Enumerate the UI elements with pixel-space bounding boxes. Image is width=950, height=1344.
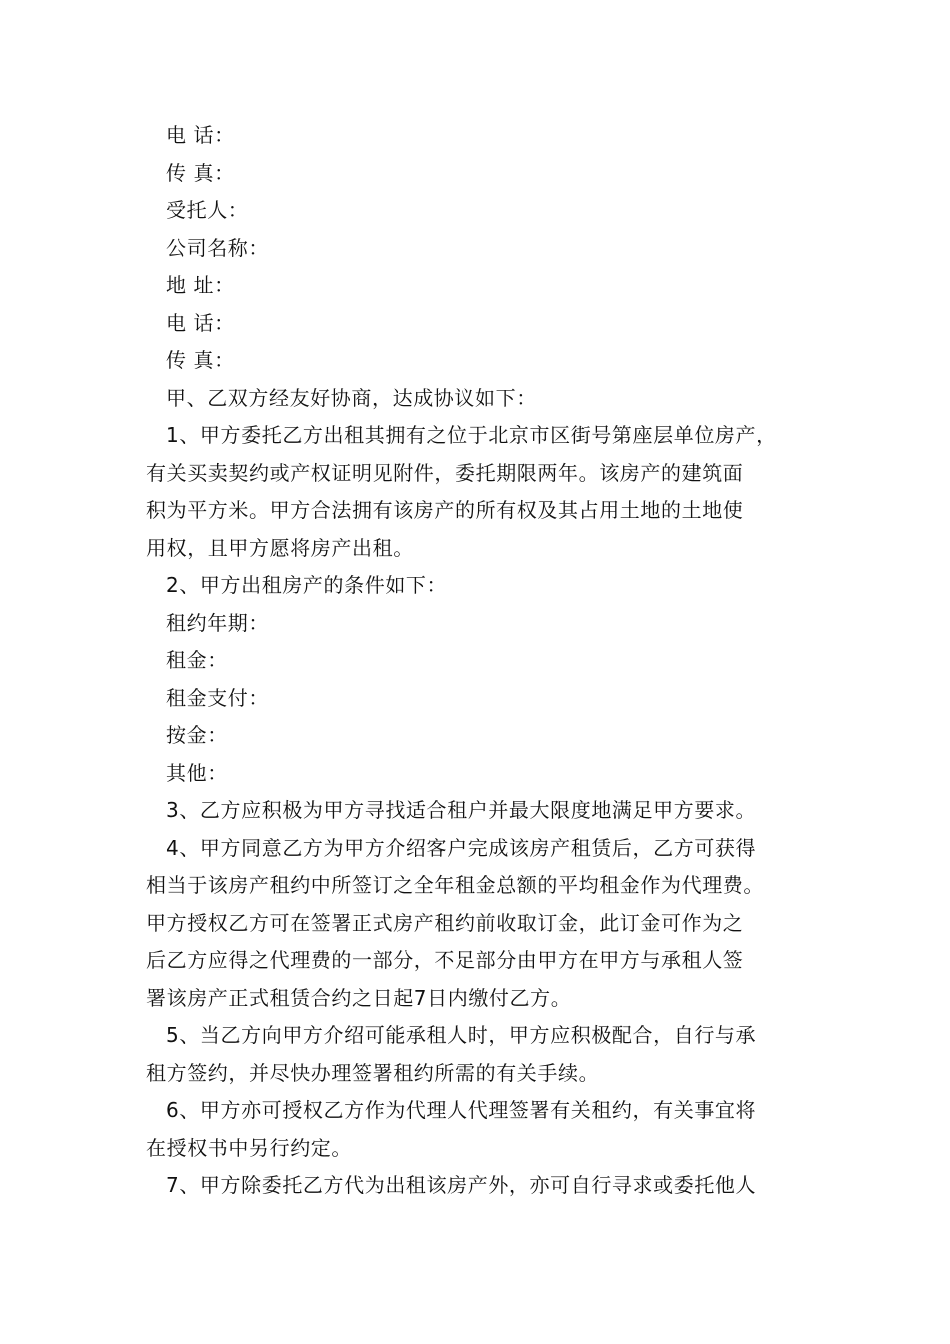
contact-phone-line: 电 话： — [166, 123, 235, 147]
clause-4-line-3: 甲方授权乙方可在签署正式房产租约前收取订金，此订金可作为之 — [146, 910, 744, 935]
clause-1-line-2: 有关买卖契约或产权证明见附件，委托期限两年。该房产的建筑面 — [146, 460, 744, 485]
clause-6-line-1: 6、甲方亦可授权乙方作为代理人代理签署有关租约，有关事宜将 — [166, 1098, 757, 1122]
clause-2-heading: 2、甲方出租房产的条件如下： — [166, 573, 448, 597]
agreement-intro: 甲、乙双方经友好协商，达成协议如下： — [166, 385, 537, 410]
contact-fax-line: 传 真： — [166, 160, 235, 185]
clause-6-line-2: 在授权书中另行约定。 — [146, 1135, 352, 1160]
clause-4-line-1: 4、甲方同意乙方为甲方介绍客户完成该房产租赁后，乙方可获得 — [166, 835, 757, 860]
other-line: 其他： — [166, 760, 228, 785]
deposit-line: 按金： — [166, 723, 228, 747]
rent-line: 租金： — [166, 648, 228, 672]
clause-3-line-1: 3、乙方应积极为甲方寻找适合租户并最大限度地满足甲方要求。 — [166, 798, 757, 822]
trustee-fax-line: 传 真： — [166, 348, 235, 372]
trustee-phone-line: 电 话： — [166, 310, 235, 335]
address-line: 地 址： — [166, 273, 235, 297]
clause-1-line-1: 1、甲方委托乙方出租其拥有之位于北京市区街号第座层单位房产， — [166, 423, 777, 447]
company-name-line: 公司名称： — [166, 235, 269, 260]
clause-1-line-4: 用权，且甲方愿将房产出租。 — [146, 535, 414, 560]
clause-5-line-1: 5、当乙方向甲方介绍可能承租人时，甲方应积极配合，自行与承 — [166, 1023, 757, 1047]
clause-5-line-2: 租方签约，并尽快办理签署租约所需的有关手续。 — [146, 1060, 600, 1085]
clause-4-line-5: 署该房产正式租赁合约之日起7日内缴付乙方。 — [146, 985, 572, 1010]
document-body — [146, 117, 810, 1205]
trustee-line: 受托人： — [166, 198, 249, 222]
rent-payment-line: 租金支付： — [166, 685, 269, 710]
clause-7-line-1: 7、甲方除委托乙方代为出租该房产外，亦可自行寻求或委托他人 — [166, 1173, 757, 1197]
clause-1-line-3: 积为平方米。甲方合法拥有该房产的所有权及其占用土地的土地使 — [146, 498, 744, 522]
clause-4-line-2: 相当于该房产租约中所签订之全年租金总额的平均租金作为代理费。 — [146, 873, 764, 897]
lease-term-line: 租约年期： — [166, 610, 269, 635]
clause-4-line-4: 后乙方应得之代理费的一部分，不足部分由甲方在甲方与承租人签 — [146, 948, 744, 972]
